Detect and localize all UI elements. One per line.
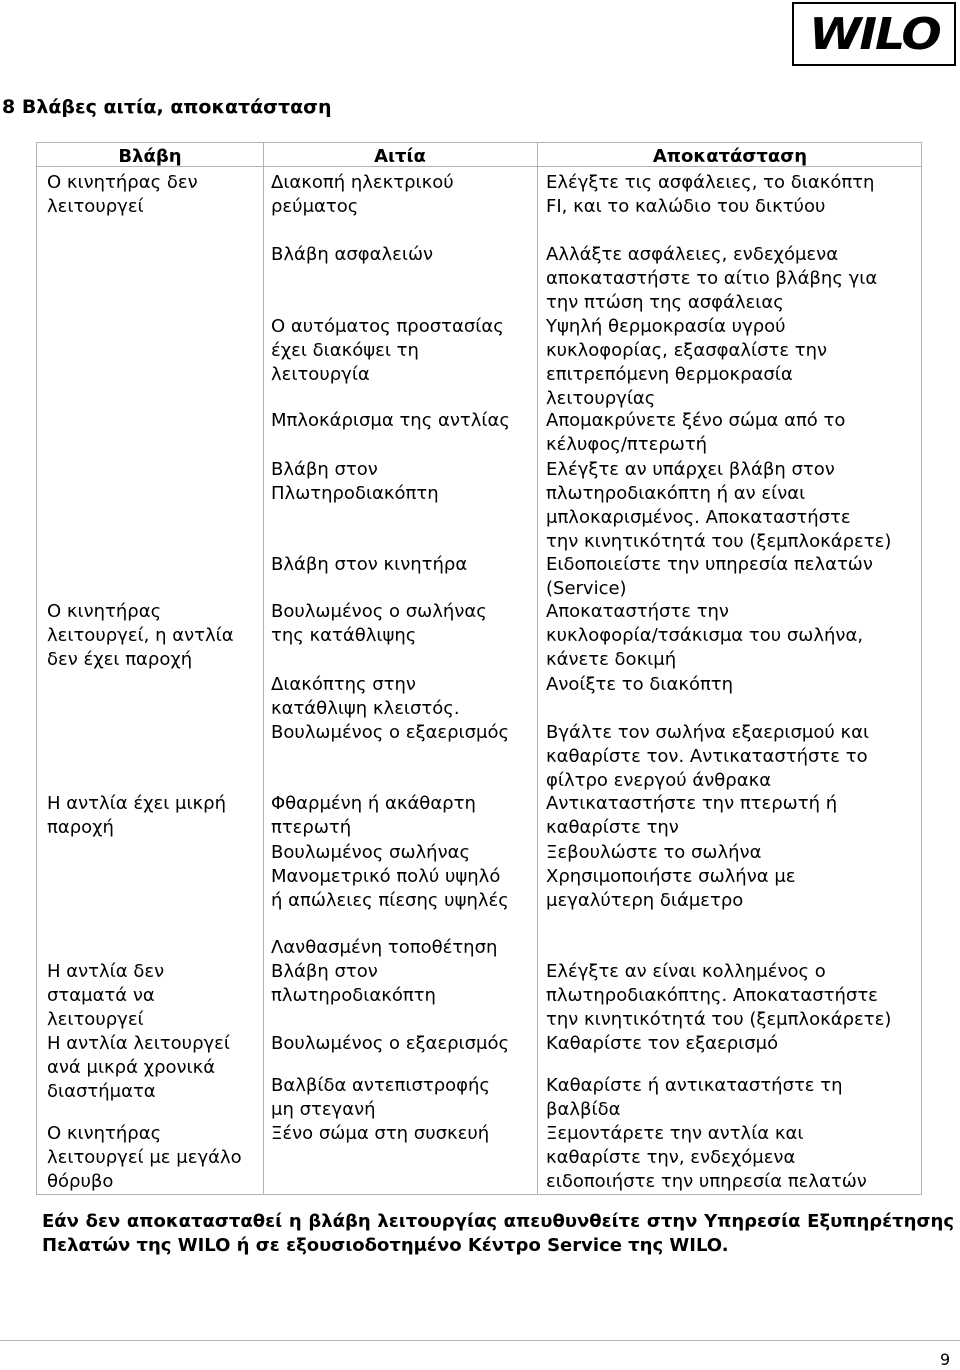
- cause-cell: Βουλωμένος σωλήνας: [271, 842, 471, 863]
- cause-cell: Μανομετρικό πολύ υψηλό ή απώλειες πίεσης υψηλές: [271, 866, 509, 911]
- fault-cell: Η αντλία έχει μικρή παροχή: [47, 793, 226, 838]
- fault-cell: Ο κινητήρας λειτουργεί, η αντλία δεν έχει παροχή: [47, 601, 234, 670]
- remedy-cell: Βγάλτε τον σωλήνα εξαερισμού και καθαρίστε τον. Αντικαταστήστε το φίλτρο ενεργού άνθρακα: [546, 722, 870, 791]
- page-number: 9: [940, 1350, 951, 1369]
- troubleshooting-table: [36, 142, 922, 1195]
- remedy-cell: Αποκαταστήστε την κυκλοφορία/τσάκισμα του σωλήνα, κάνετε δοκιμή: [546, 601, 864, 670]
- section-title: 8 Βλάβες αιτία, αποκατάσταση: [2, 96, 332, 118]
- fault-cell: Η αντλία δεν σταματά να λειτουργεί: [47, 961, 165, 1030]
- cause-cell: Βουλωμένος ο εξαερισμός: [271, 722, 510, 743]
- cause-cell: Βλάβη στον κινητήρα: [271, 554, 468, 575]
- cause-cell: Ο αυτόματος προστασίας έχει διακόψει τη λειτουργία: [271, 316, 504, 385]
- remedy-cell: Αντικαταστήστε την πτερωτή ή καθαρίστε την: [546, 793, 838, 838]
- column-divider: [537, 143, 538, 1194]
- remedy-cell: Ελέγξτε αν είναι κολλημένος ο πλωτηροδιακόπτης. Αποκαταστήστε την κινητικότητά του (ξεμπλοκάρετε): [546, 961, 892, 1030]
- header-cause: Αιτία: [374, 146, 426, 167]
- fault-cell: Η αντλία λειτουργεί ανά μικρά χρονικά διαστήματα: [47, 1033, 230, 1102]
- remedy-cell: Ειδοποιείστε την υπηρεσία πελατών (Service): [546, 554, 873, 599]
- service-note: Εάν δεν αποκατασταθεί η βλάβη λειτουργίας απευθυνθείτε στην Υπηρεσία Εξυπηρέτησης Πελατών της WILO ή σε εξουσιοδοτημένο Κέντρο Service της WILO.: [42, 1211, 954, 1256]
- remedy-cell: Χρησιμοποιήστε σωλήνα με μεγαλύτερη διάμετρο: [546, 866, 796, 911]
- header-fault: Βλάβη: [118, 146, 182, 167]
- remedy-cell: Ελέγξτε αν υπάρχει βλάβη στον πλωτηροδιακόπτη ή αν είναι μπλοκαρισμένος. Αποκαταστήστε την κινητικότητά του (ξεμπλοκάρετε): [546, 459, 892, 552]
- header-remedy: Αποκατάσταση: [652, 146, 808, 167]
- remedy-cell: Ξεμοντάρετε την αντλία και καθαρίστε την, ενδεχόμενα ειδοποιήστε την υπηρεσία πελατών: [546, 1123, 867, 1192]
- cause-cell: Βουλωμένος ο σωλήνας της κατάθλιψης: [271, 601, 487, 646]
- cause-cell: Φθαρμένη ή ακάθαρτη πτερωτή: [271, 793, 476, 838]
- cause-cell: Βλάβη στον πλωτηροδιακόπτη: [271, 961, 436, 1006]
- remedy-cell: Ξεβουλώστε το σωλήνα: [546, 842, 762, 863]
- cause-cell: Λανθασμένη τοποθέτηση: [271, 937, 498, 958]
- column-divider: [263, 143, 264, 1194]
- cause-cell: Διακοπή ηλεκτρικού ρεύματος: [271, 172, 454, 217]
- cause-cell: Βαλβίδα αντεπιστροφής μη στεγανή: [271, 1075, 490, 1120]
- wilo-logo: [792, 2, 956, 66]
- remedy-cell: Υψηλή θερμοκρασία υγρού κυκλοφορίας, εξασφαλίστε την επιτρεπόμενη θερμοκρασία λειτουργίας: [546, 316, 828, 409]
- remedy-cell: Απομακρύνετε ξένο σώμα από το κέλυφος/πτερωτή: [546, 410, 846, 455]
- footer-divider: [0, 1340, 960, 1341]
- cause-cell: Βουλωμένος ο εξαερισμός: [271, 1033, 510, 1054]
- remedy-cell: Αλλάξτε ασφάλειες, ενδεχόμενα αποκαταστήστε το αίτιο βλάβης για την πτώση της ασφάλειας: [546, 244, 878, 313]
- remedy-cell: Ελέγξτε τις ασφάλειες, το διακόπτη FI, και το καλώδιο του δικτύου: [546, 172, 875, 217]
- fault-cell: Ο κινητήρας λειτουργεί με μεγάλο θόρυβο: [47, 1123, 242, 1192]
- remedy-cell: Καθαρίστε ή αντικαταστήστε τη βαλβίδα: [546, 1075, 843, 1120]
- remedy-cell: Ανοίξτε το διακόπτη: [546, 674, 734, 695]
- cause-cell: Ξένο σώμα στη συσκευή: [271, 1123, 490, 1144]
- cause-cell: Διακόπτης στην κατάθλιψη κλειστός.: [271, 674, 460, 719]
- cause-cell: Βλάβη ασφαλειών: [271, 244, 434, 265]
- remedy-cell: Καθαρίστε τον εξαερισμό: [546, 1033, 779, 1054]
- cause-cell: Βλάβη στον Πλωτηροδιακόπτη: [271, 459, 439, 504]
- fault-cell: Ο κινητήρας δεν λειτουργεί: [47, 172, 198, 217]
- cause-cell: Μπλοκάρισμα της αντλίας: [271, 410, 510, 431]
- wilo-logo-text: WILO: [808, 8, 940, 60]
